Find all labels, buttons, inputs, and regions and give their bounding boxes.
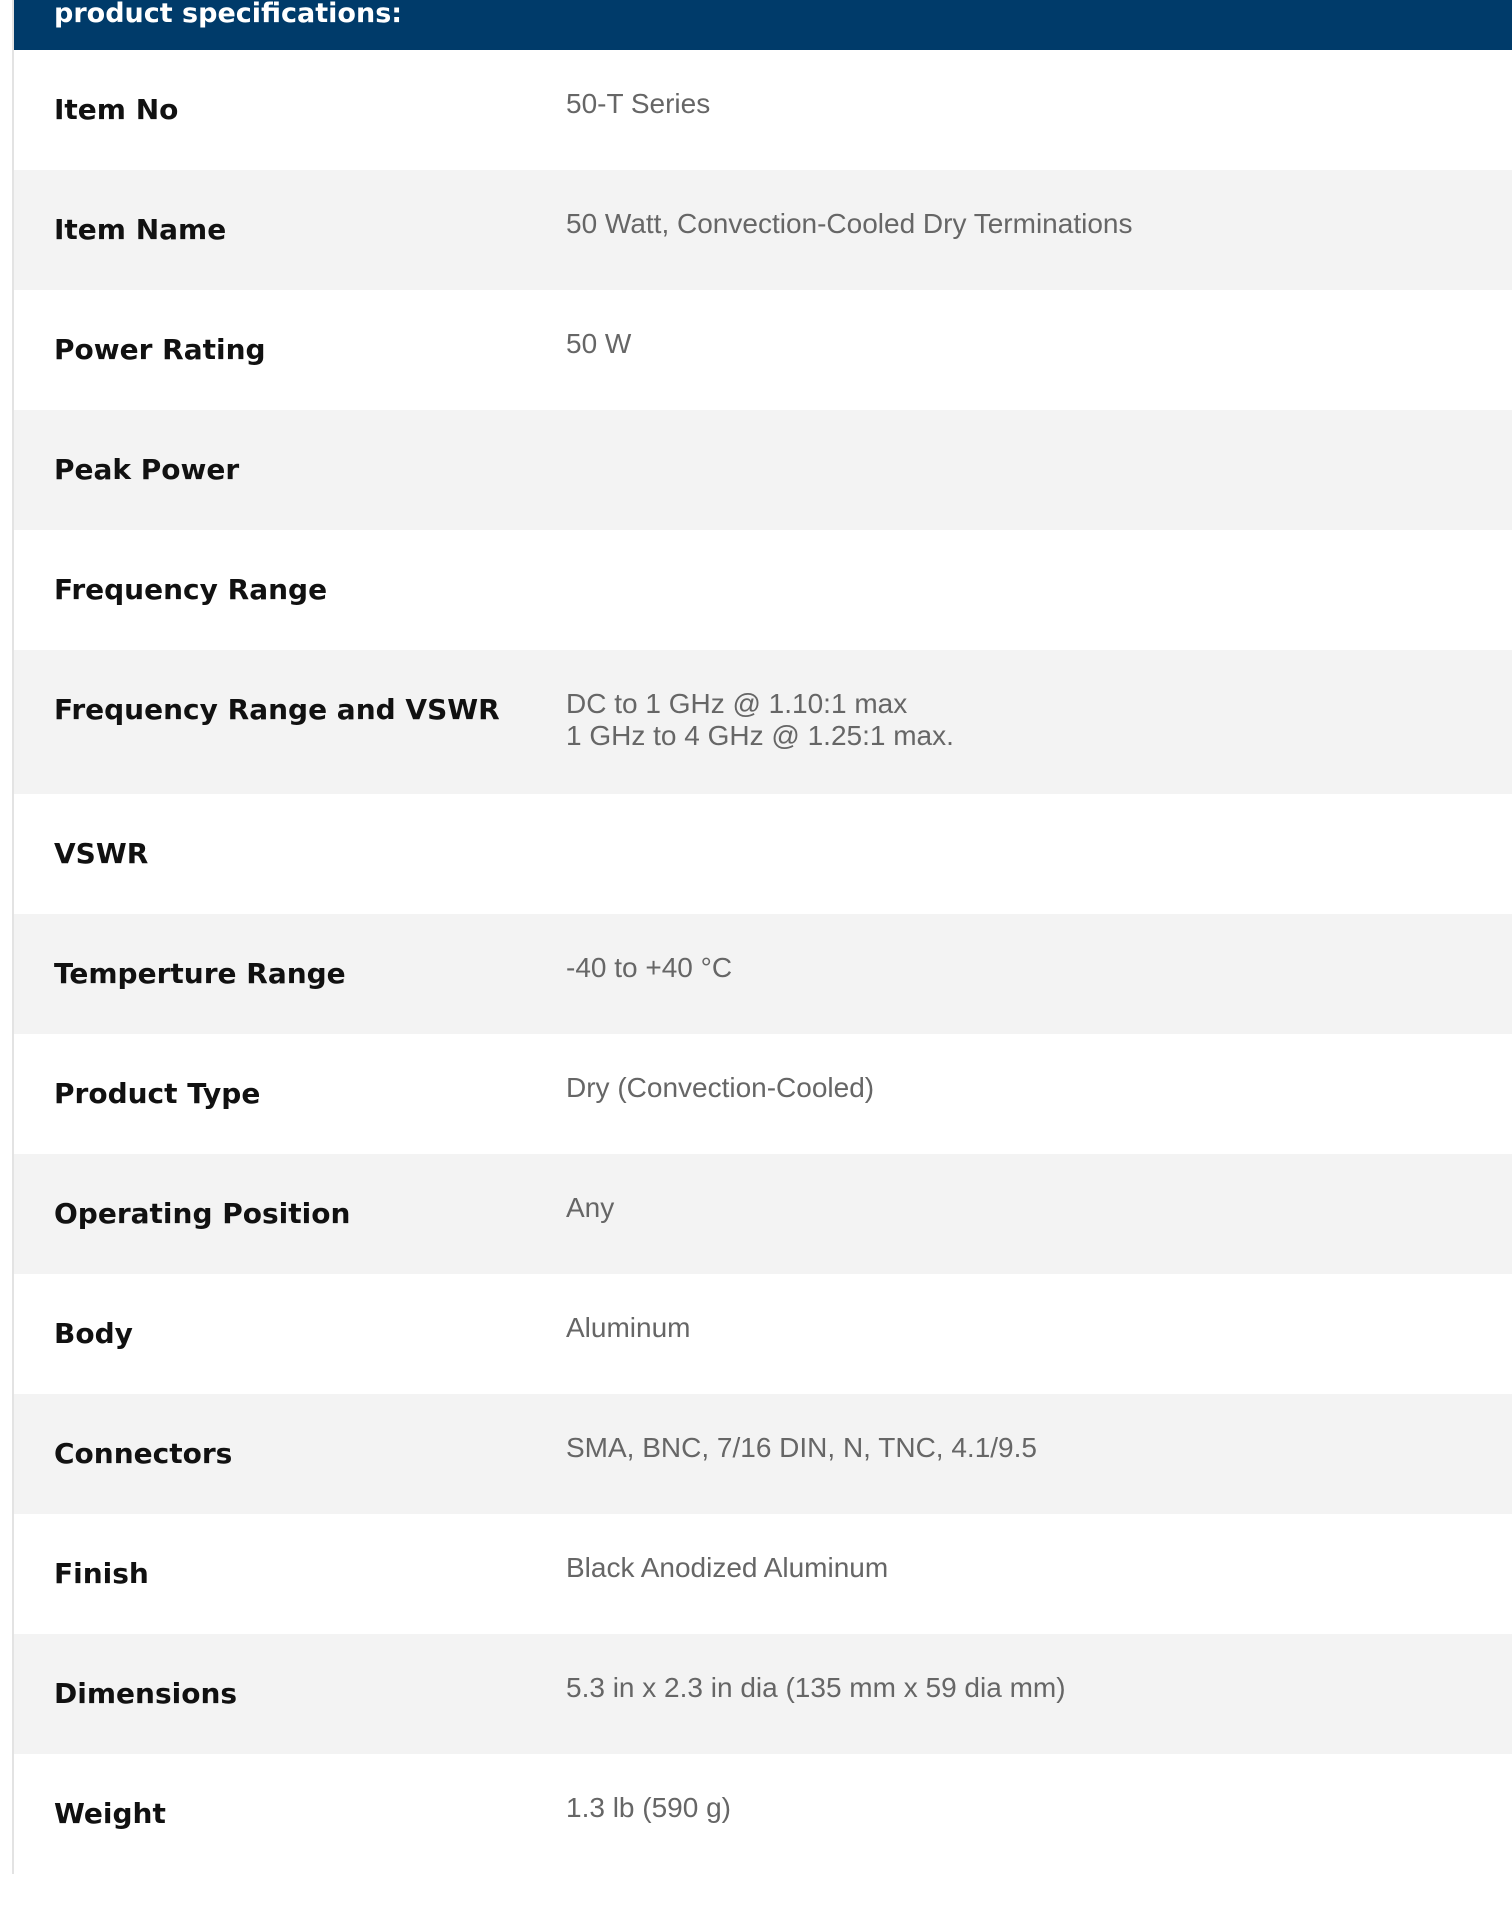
- spec-row-operating-position: [14, 1154, 1512, 1274]
- spec-label: Operating Position: [54, 1197, 351, 1230]
- spec-value: 50 W: [566, 328, 632, 359]
- spec-label: Temperture Range: [54, 957, 346, 990]
- spec-row-frequency-range-vswr: [14, 650, 1512, 794]
- section-title: product specifications:: [54, 0, 403, 29]
- spec-value: Black Anodized Aluminum: [566, 1552, 889, 1583]
- spec-value: DC to 1 GHz @ 1.10:1 max 1 GHz to 4 GHz @ 1.25:1 max.: [566, 688, 954, 751]
- spec-row-dimensions: [14, 1634, 1512, 1754]
- section-header: [14, 0, 1512, 50]
- spec-label: Finish: [54, 1557, 149, 1590]
- spec-value: SMA, BNC, 7/16 DIN, N, TNC, 4.1/9.5: [566, 1432, 1037, 1463]
- spec-label: Dimensions: [54, 1677, 238, 1710]
- spec-label: Power Rating: [54, 333, 266, 366]
- spec-value: 5.3 in x 2.3 in dia (135 mm x 59 dia mm): [566, 1672, 1066, 1703]
- spec-row-power-rating: [14, 290, 1512, 410]
- spec-row-peak-power: [14, 410, 1512, 530]
- spec-label: Item No: [54, 93, 179, 126]
- spec-row-body: [14, 1274, 1512, 1394]
- spec-value: 50-T Series: [566, 88, 711, 119]
- spec-label: VSWR: [54, 837, 149, 870]
- spec-value: Any: [566, 1192, 615, 1223]
- spec-label: Item Name: [54, 213, 227, 246]
- spec-label: Connectors: [54, 1437, 233, 1470]
- spec-row-weight: [14, 1754, 1512, 1874]
- spec-value: Dry (Convection-Cooled): [566, 1072, 875, 1103]
- spec-label: Frequency Range and VSWR: [54, 693, 500, 726]
- spec-value: 50 Watt, Convection-Cooled Dry Terminations: [566, 208, 1133, 239]
- spec-label: Product Type: [54, 1077, 261, 1110]
- spec-row-vswr: [14, 794, 1512, 914]
- spec-row-item-name: [14, 170, 1512, 290]
- spec-row-frequency-range: [14, 530, 1512, 650]
- spec-label: Frequency Range: [54, 573, 328, 606]
- spec-value: Aluminum: [566, 1312, 691, 1343]
- spec-value: -40 to +40 °C: [566, 952, 733, 983]
- spec-label: Weight: [54, 1797, 166, 1830]
- spec-row-product-type: [14, 1034, 1512, 1154]
- spec-row-item-no: [14, 50, 1512, 170]
- spec-row-temperature-range: [14, 914, 1512, 1034]
- spec-row-finish: [14, 1514, 1512, 1634]
- spec-label: Peak Power: [54, 453, 240, 486]
- spec-label: Body: [54, 1317, 133, 1350]
- spec-row-connectors: [14, 1394, 1512, 1514]
- spec-value: 1.3 lb (590 g): [566, 1792, 731, 1823]
- spec-table: [12, 0, 1512, 1874]
